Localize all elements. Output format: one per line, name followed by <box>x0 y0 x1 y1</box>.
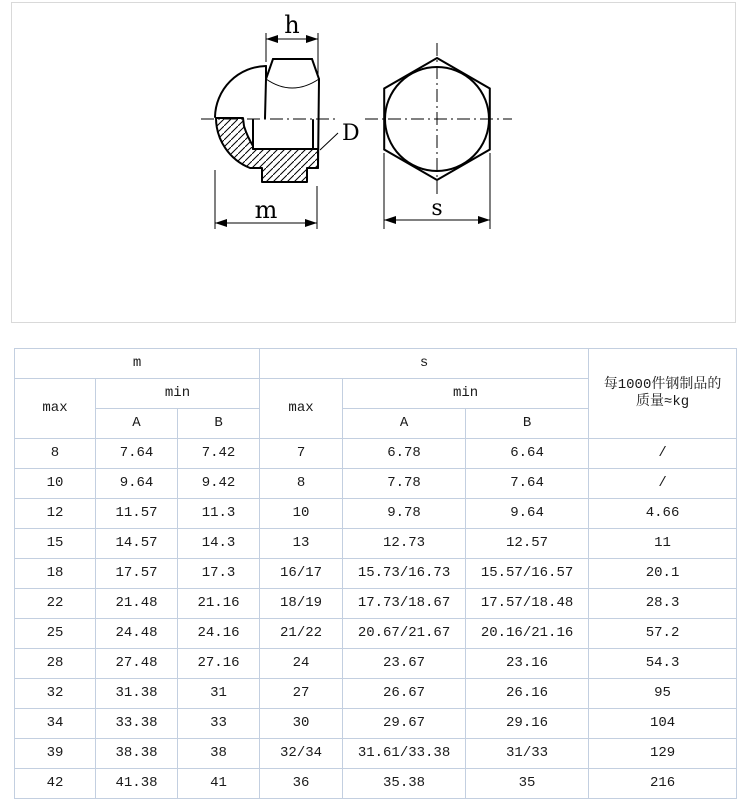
cell: 24.48 <box>96 619 178 649</box>
table-row <box>15 649 737 679</box>
header-weight-line1: 每1000件钢制品的 <box>603 377 722 394</box>
cell: 10 <box>260 499 343 529</box>
cell: 14.3 <box>178 529 260 559</box>
cell: 13 <box>260 529 343 559</box>
cell: 16/17 <box>260 559 343 589</box>
cell: 6.64 <box>466 439 589 469</box>
cell: 39 <box>15 739 96 769</box>
cell: 33.38 <box>96 709 178 739</box>
table-row <box>15 589 737 619</box>
cell: 17.73/18.67 <box>343 589 466 619</box>
label-h: h <box>284 11 300 39</box>
cell: 129 <box>589 739 737 769</box>
table-row <box>15 439 737 469</box>
cell: 7 <box>260 439 343 469</box>
table-row <box>15 499 737 529</box>
cell: 36 <box>260 769 343 799</box>
cell: 38 <box>178 739 260 769</box>
cell: 7.64 <box>466 469 589 499</box>
cell: 8 <box>260 469 343 499</box>
cell: 26.67 <box>343 679 466 709</box>
cell: 35.38 <box>343 769 466 799</box>
cell: 21.16 <box>178 589 260 619</box>
header-weight-line2: 质量≈kg <box>635 393 690 410</box>
cell: 34 <box>15 709 96 739</box>
cell: 6.78 <box>343 439 466 469</box>
cell: 57.2 <box>589 619 737 649</box>
cell: 41 <box>178 769 260 799</box>
d-leader-line <box>320 133 338 150</box>
cell: 41.38 <box>96 769 178 799</box>
cell: 7.78 <box>343 469 466 499</box>
cell: 4.66 <box>589 499 737 529</box>
cell: 31/33 <box>466 739 589 769</box>
table-row <box>15 529 737 559</box>
cell: 27.16 <box>178 649 260 679</box>
cell: 20.67/21.67 <box>343 619 466 649</box>
cell: 14.57 <box>96 529 178 559</box>
face-view <box>365 43 512 229</box>
cell: 12 <box>15 499 96 529</box>
cell: 31.61/33.38 <box>343 739 466 769</box>
header-m-min-a: A <box>96 409 178 439</box>
table-row <box>15 709 737 739</box>
table-row <box>15 469 737 499</box>
header-s-min-b: B <box>466 409 589 439</box>
cell: 11 <box>589 529 737 559</box>
cell: 28 <box>15 649 96 679</box>
cell: 32/34 <box>260 739 343 769</box>
cell: 25 <box>15 619 96 649</box>
hex-left-edge <box>265 66 266 118</box>
cell: 216 <box>589 769 737 799</box>
cell: 11.57 <box>96 499 178 529</box>
header-m-min: min <box>96 379 260 409</box>
technical-drawing <box>0 0 750 330</box>
cell: 27.48 <box>96 649 178 679</box>
cell: 9.64 <box>466 499 589 529</box>
table-row <box>15 739 737 769</box>
hex-face-curve <box>266 79 319 88</box>
cell: 17.57/18.48 <box>466 589 589 619</box>
header-weight <box>589 349 737 439</box>
cell: / <box>589 469 737 499</box>
cell: 30 <box>260 709 343 739</box>
cell: 10 <box>15 469 96 499</box>
header-group-m: m <box>15 349 260 379</box>
label-s: s <box>431 196 443 221</box>
cell: 31.38 <box>96 679 178 709</box>
cell: 12.57 <box>466 529 589 559</box>
cell: 18/19 <box>260 589 343 619</box>
section-hatch <box>216 118 318 182</box>
cell: 20.16/21.16 <box>466 619 589 649</box>
cell: 17.57 <box>96 559 178 589</box>
label-m: m <box>254 196 278 224</box>
hex-chamfer-left <box>266 59 273 79</box>
cell: 21.48 <box>96 589 178 619</box>
cell: 95 <box>589 679 737 709</box>
cell: 29.16 <box>466 709 589 739</box>
cell: 27 <box>260 679 343 709</box>
cell: 31 <box>178 679 260 709</box>
cell: 8 <box>15 439 96 469</box>
cell: 26.16 <box>466 679 589 709</box>
cell: 23.16 <box>466 649 589 679</box>
table-row <box>15 769 737 799</box>
header-s-min-a: A <box>343 409 466 439</box>
cell: 38.38 <box>96 739 178 769</box>
cell: 9.42 <box>178 469 260 499</box>
cell: / <box>589 439 737 469</box>
cell: 42 <box>15 769 96 799</box>
spec-table <box>14 348 737 799</box>
header-s-max: max <box>260 379 343 439</box>
cell: 9.78 <box>343 499 466 529</box>
cell: 12.73 <box>343 529 466 559</box>
cell: 24 <box>260 649 343 679</box>
cell: 15 <box>15 529 96 559</box>
cell: 7.64 <box>96 439 178 469</box>
cell: 18 <box>15 559 96 589</box>
side-view <box>201 11 360 229</box>
cell: 15.73/16.73 <box>343 559 466 589</box>
cell: 54.3 <box>589 649 737 679</box>
cell: 32 <box>15 679 96 709</box>
cell: 24.16 <box>178 619 260 649</box>
header-s-min: min <box>343 379 589 409</box>
header-m-min-b: B <box>178 409 260 439</box>
table-row <box>15 619 737 649</box>
table-row <box>15 679 737 709</box>
cell: 9.64 <box>96 469 178 499</box>
cell: 20.1 <box>589 559 737 589</box>
cell: 7.42 <box>178 439 260 469</box>
header-m-max: max <box>15 379 96 439</box>
cell: 22 <box>15 589 96 619</box>
cell: 29.67 <box>343 709 466 739</box>
cell: 15.57/16.57 <box>466 559 589 589</box>
cell: 23.67 <box>343 649 466 679</box>
table-row <box>15 559 737 589</box>
cell: 33 <box>178 709 260 739</box>
cell: 21/22 <box>260 619 343 649</box>
dome-arc <box>215 66 266 117</box>
label-d: D <box>342 121 360 146</box>
cell: 11.3 <box>178 499 260 529</box>
cell: 104 <box>589 709 737 739</box>
header-group-row <box>15 349 737 379</box>
cell: 28.3 <box>589 589 737 619</box>
cell: 17.3 <box>178 559 260 589</box>
cell: 35 <box>466 769 589 799</box>
header-group-s: s <box>260 349 589 379</box>
